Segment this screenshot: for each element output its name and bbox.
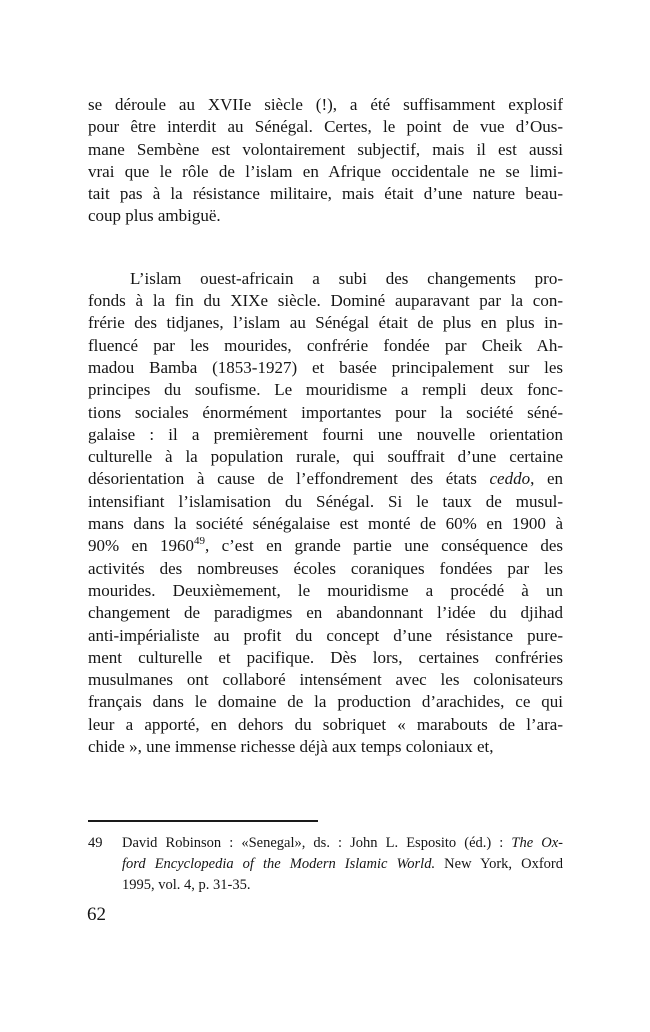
text-line: culturelle à la population rurale, qui souffrait d’une certaine xyxy=(88,447,563,467)
text-line: coup plus ambiguë. xyxy=(88,206,221,226)
paragraph-islam-ouest-africain xyxy=(88,268,563,759)
text-line: 1995, vol. 4, p. 31-35. xyxy=(122,877,251,893)
footnote-number: 49 xyxy=(88,835,103,851)
text-line: français dans le domaine de la production d’arachides, ce qui xyxy=(88,692,563,712)
text-line: anti-impérialiste au profit du concept d’une résistance pure- xyxy=(88,625,563,645)
text-line: tions sociales énormément importantes pour la société séné- xyxy=(88,402,563,422)
text-line: changement de paradigmes en abandonnant l’idée du djihad xyxy=(88,603,563,623)
text-line: tait pas à la résistance militaire, mais était d’une nature beau- xyxy=(88,184,563,204)
page-number: 62 xyxy=(87,904,106,925)
footnote-separator-rule xyxy=(88,820,318,822)
text-line: L’islam ouest-africain a subi des changements pro- xyxy=(130,268,563,288)
text-line: 90% en 1960$^{49}$, c’est en grande partie une conséquence des xyxy=(88,535,563,556)
text-line: David Robinson : «Senegal», ds. : John L. Esposito (éd.) : The Ox- xyxy=(122,835,563,851)
text-line: fluencé par les mourides, confrérie fondée par Cheik Ah- xyxy=(88,335,563,355)
text-line: désorientation à cause de l’effondrement des états ceddo, en xyxy=(88,469,563,489)
text-line: leur a apporté, en dehors du sobriquet « marabouts de l’ara- xyxy=(88,714,563,734)
text-line: chide », une immense richesse déjà aux temps coloniaux et, xyxy=(88,737,494,757)
text-line: se déroule au XVIIe siècle (!), a été suffisamment explosif xyxy=(88,95,563,114)
text-line: principes du soufisme. Le mouridisme a rempli deux fonc- xyxy=(88,380,563,400)
footnote-text xyxy=(122,833,563,896)
text-line: pour être interdit au Sénégal. Certes, le point de vue d’Ous- xyxy=(88,117,563,137)
text-line: ford Encyclopedia of the Modern Islamic World. New York, Oxford xyxy=(122,856,563,872)
main-text-block xyxy=(88,94,563,758)
text-line: activités des nombreuses écoles coraniques fondées par les xyxy=(88,558,563,578)
footnote-area xyxy=(88,820,563,896)
text-line: galaise : il a premièrement fourni une nouvelle orientation xyxy=(88,424,563,444)
text-line: mourides. Deuxièmement, le mouridisme a procédé à un xyxy=(88,580,563,600)
text-line: intensifiant l’islamisation du Sénégal. Si le taux de musul- xyxy=(88,491,563,511)
paragraph-continuation xyxy=(88,94,563,228)
text-line: mane Sembène est volontairement subjectif, mais il est aussi xyxy=(88,139,563,159)
text-line: musulmanes ont collaboré intensément avec les colonisateurs xyxy=(88,670,563,690)
footnote-49 xyxy=(88,833,563,896)
text-line: madou Bamba (1853-1927) et basée principalement sur les xyxy=(88,357,563,377)
text-line: frérie des tidjanes, l’islam au Sénégal était de plus en plus in- xyxy=(88,313,563,333)
text-line: mans dans la société sénégalaise est monté de 60% en 1900 à xyxy=(88,514,563,534)
text-line: fonds à la fin du XIXe siècle. Dominé auparavant par la con- xyxy=(88,291,563,311)
text-line: vrai que le rôle de l’islam en Afrique occidentale ne se limi- xyxy=(88,161,563,181)
text-line: ment culturelle et pacifique. Dès lors, certaines confréries xyxy=(88,647,563,667)
